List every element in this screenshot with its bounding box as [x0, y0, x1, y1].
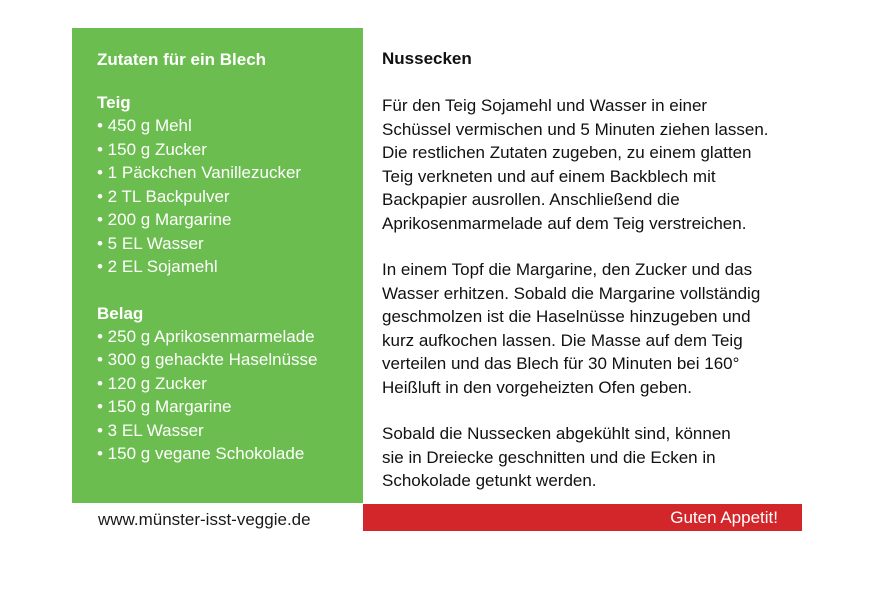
- recipe-paragraph: Sobald die Nussecken abgekühlt sind, können sie in Dreiecke geschnitten und die Ecken in Schokolade getunkt werden.: [382, 424, 731, 490]
- recipe-paragraph: Für den Teig Sojamehl und Wasser in einer Schüssel vermischen und 5 Minuten ziehen lassen. Die restlichen Zutaten zugeben, zu einem glatten Teig verkneten und auf einem Backblech mit Backpapier ausrollen. Anschließend die Aprikosenmarmelade auf dem Teig verstreichen.: [382, 96, 769, 233]
- teig-heading: Teig: [97, 93, 131, 112]
- recipe-column: [382, 47, 822, 516]
- list-item: • 300 g gehackte Haselnüsse: [97, 350, 318, 369]
- list-item: • 120 g Zucker: [97, 373, 207, 393]
- list-item: • 1 Päckchen Vanillezucker: [97, 163, 302, 182]
- list-item: • 5 EL Wasser: [97, 233, 204, 253]
- list-item: • 150 g vegane Schokolade: [97, 444, 305, 463]
- belag-heading: Belag: [97, 303, 144, 323]
- list-item: • 250 g Aprikosenmarmelade: [97, 326, 315, 346]
- slogan-text: Guten Appetit!: [670, 508, 778, 527]
- website-url: www.münster-isst-veggie.de: [98, 510, 311, 529]
- list-item: • 3 EL Wasser: [97, 420, 204, 440]
- list-item: • 150 g Zucker: [97, 139, 207, 159]
- slogan-banner: [363, 504, 802, 531]
- list-item: • 200 g Margarine: [97, 210, 232, 229]
- section-spacer: [97, 279, 363, 302]
- recipe-title: Nussecken: [382, 49, 472, 68]
- teig-ingredient-list: [97, 114, 363, 279]
- belag-ingredient-list: [97, 325, 363, 466]
- list-item: • 2 EL Sojamehl: [97, 257, 218, 276]
- list-item: • 450 g Mehl: [97, 116, 192, 135]
- list-item: • 2 TL Backpulver: [97, 186, 230, 206]
- list-item: • 150 g Margarine: [97, 397, 232, 416]
- recipe-paragraph: In einem Topf die Margarine, den Zucker und das Wasser erhitzen. Sobald die Margarine vollständig geschmolzen ist die Haselnüsse hinzugeben und kurz aufkochen lassen. Die Masse auf dem Teig verteilen und das Blech für 30 Minuten bei 160° Heißluft in den vorgeheizten Ofen geben.: [382, 260, 761, 397]
- ingredients-panel: [72, 28, 363, 503]
- ingredients-title: Zutaten für ein Blech: [97, 50, 267, 69]
